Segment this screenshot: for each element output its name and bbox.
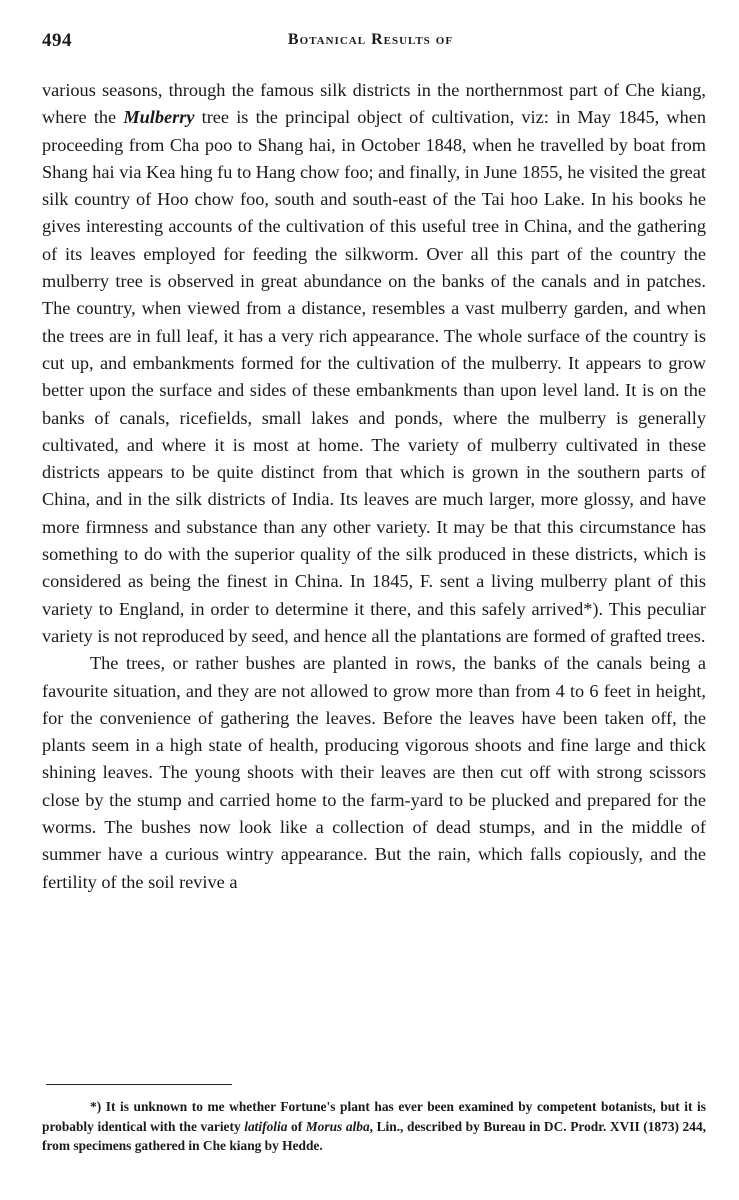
body-text [42,77,706,896]
paragraph-1 [42,77,706,650]
paragraph-1-emphasis: Mulberry [123,107,195,128]
footnote-emphasis-1: latifolia [244,1118,288,1134]
footnote-emphasis-2: Morus alba [305,1118,370,1134]
footnote-rule [46,1084,232,1085]
paragraph-2: The trees, or rather bushes are planted in rows, the banks of the canals being a favourite situation, and they are not allowed to grow more than from 4 to 6 feet in height, for the convenience of gathering the leaves. Before the leaves have been taken off, the plants seem in a high state of health, producing vigorous shoots and fine large and thick shining leaves. The young shoots with their leaves are then cut off with strong scissors close by the stump and carried home to the farm-yard to be plucked and prepared for the worms. The bushes now look like a collection of dead stumps, and in the middle of summer have a curious wintry appearance. But the rain, which falls copiously, and the fertility of the soil revive a [42,653,706,892]
footnote-text-c: of [287,1118,306,1134]
page-header [42,30,699,56]
page-number: 494 [42,30,72,51]
footnote-text-e: , Lin., described by Bureau in DC. Prodr. XVII (1873) 244, from specimens gathered in Che kiang by Hedde. [42,1118,706,1153]
paragraph-1-text-c: tree is the principal object of cultivation, viz: in May 1845, when proceeding from Cha poo to Shang hai, in October 1848, when he travelled by boat from Shang hai via Kea hing fu to Hang chow foo; and finally, in June 1855, he visited the great silk country of Hoo chow foo, south and south-east of the Tai hoo Lake. In his books he gives interesting accounts of the cultivation of this useful tree in China, and the gathering of its leaves employed for feeding the silkworm. Over all this part of the country the mulberry tree is observed in great abundance on the banks of the canals and in patches. The country, when viewed from a distance, resembles a vast mulberry garden, and when the trees are in full leaf, it has a very rich appearance. The whole surface of the country is cut up, and embankments formed for the cultivation of the mulberry. It appears to grow better upon the surface and sides of these embankments than upon level land. It is on the banks of canals, ricefields, small lakes and ponds, where the mulberry is generally cultivated, and where it is most at home. The variety of mulberry cultivated in these districts appears to be quite distinct from that which is grown in the southern parts of China, and in the silk districts of India. Its leaves are much larger, more glossy, and have more firmness and substance than any other variety. It may be that this circumstance has something to do with the superior quality of the silk produced in these districts, which is considered as being the finest in China. In 1845, F. sent a living mulberry plant of this variety to England, in order to determine it there, and this safely arrived*). This peculiar variety is not reproduced by seed, and hence all the plantations are formed of grafted trees. [42,107,706,646]
running-title: Botanical Results of [287,31,454,48]
footnote-text-a: *) It is unknown to me whether Fortune's plant has ever been examined by competent botanists, but it is probably identical with the variety [42,1099,706,1134]
paragraph-1-text-a: various seasons, through the famous silk districts in the northernmost part of Che kiang, where the [42,80,706,128]
footnote [42,1097,706,1156]
